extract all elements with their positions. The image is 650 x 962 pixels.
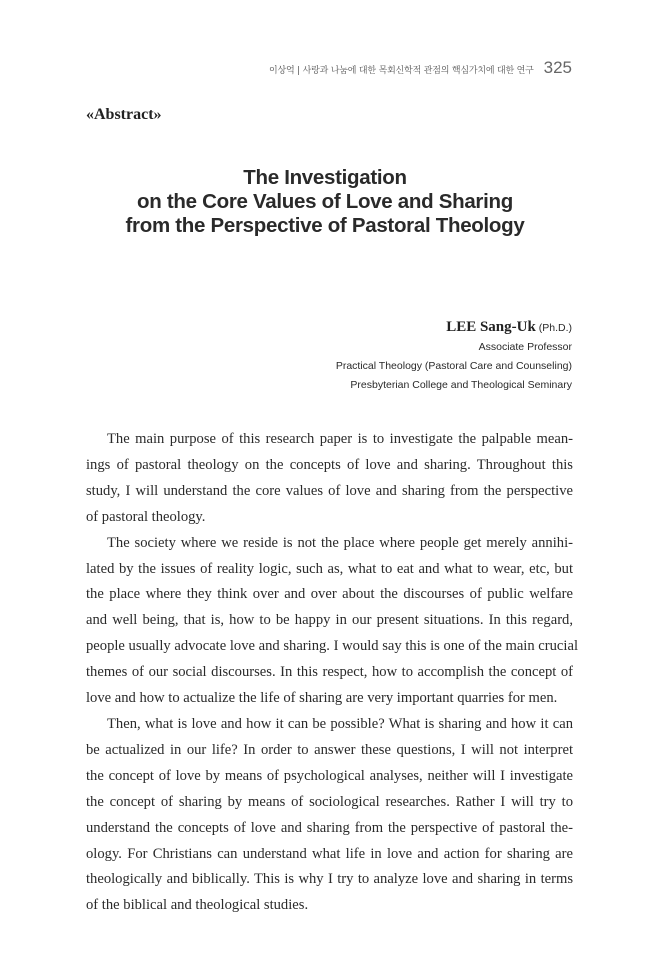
section-label: «Abstract» [86, 106, 162, 123]
text-line: The main purpose of this research paper is to investigate the palpable mean- [107, 431, 573, 447]
author-block [336, 318, 572, 395]
title-line: on the Core Values of Love and Sharing [137, 190, 513, 213]
text-line: understand the concepts of love and sharing from the perspective of pastoral the- [86, 819, 573, 836]
text-line: the place where they think over and over about the discourses of public welfare [86, 586, 573, 603]
text-line: the concept of sharing by means of sociological researches. Rather I will try to [86, 793, 573, 810]
text-line: the concept of love by means of psychological analyses, neither will I investigate [86, 767, 573, 784]
text-line: of pastoral theology. [86, 508, 206, 525]
author-department: Practical Theology (Pastoral Care and Counseling) [335, 360, 572, 372]
text-line: people usually advocate love and sharing. I would say this is one of the main crucial [86, 638, 578, 655]
text-line: themes of our social discourses. In this respect, how to accomplish the concept of [86, 664, 573, 681]
text-line: ings of pastoral theology on the concepts of love and sharing. Throughout this [86, 456, 573, 473]
text-line: theologically and biblically. This is why I try to analyze love and sharing in terms [86, 871, 573, 888]
paragraph [86, 531, 578, 712]
paragraph [86, 712, 573, 919]
text-line: ology. For Christians can understand what life in love and action for sharing are [86, 845, 573, 862]
author-name: LEE Sang-Uk [446, 319, 536, 335]
running-head [269, 58, 572, 78]
author-name-line [336, 318, 572, 338]
running-title: 이상억 | 사랑과 나눔에 대한 목회신학적 관점의 핵심가치에 대한 연구 [269, 66, 534, 76]
author-position: Associate Professor [478, 341, 572, 353]
title-line: from the Perspective of Pastoral Theology [125, 214, 525, 237]
abstract-body [86, 427, 578, 919]
paragraph [86, 427, 573, 531]
text-line: love and how to actualize the life of sharing are very important quarries for men. [86, 690, 558, 707]
author-institution: Presbyterian College and Theological Seminary [350, 379, 572, 391]
author-degree: (Ph.D.) [538, 322, 572, 334]
text-line: study, I will understand the core values of love and sharing from the perspective [86, 482, 573, 499]
title-line: The Investigation [243, 166, 407, 189]
page-number: 325 [543, 58, 572, 77]
text-line: of the biblical and theological studies. [86, 897, 309, 914]
paper-title [0, 166, 650, 238]
text-line: and well being, that is, how to be happy in our present situations. In this regard, [86, 612, 573, 629]
text-line: lated by the issues of reality logic, such as, what to eat and what to wear, etc, but [86, 560, 573, 577]
text-line: Then, what is love and how it can be possible? What is sharing and how it can [107, 715, 573, 732]
text-line: The society where we reside is not the place where people get merely annihi- [107, 534, 573, 551]
text-line: be actualized in our life? In order to answer these questions, I will not interpret [86, 741, 573, 758]
